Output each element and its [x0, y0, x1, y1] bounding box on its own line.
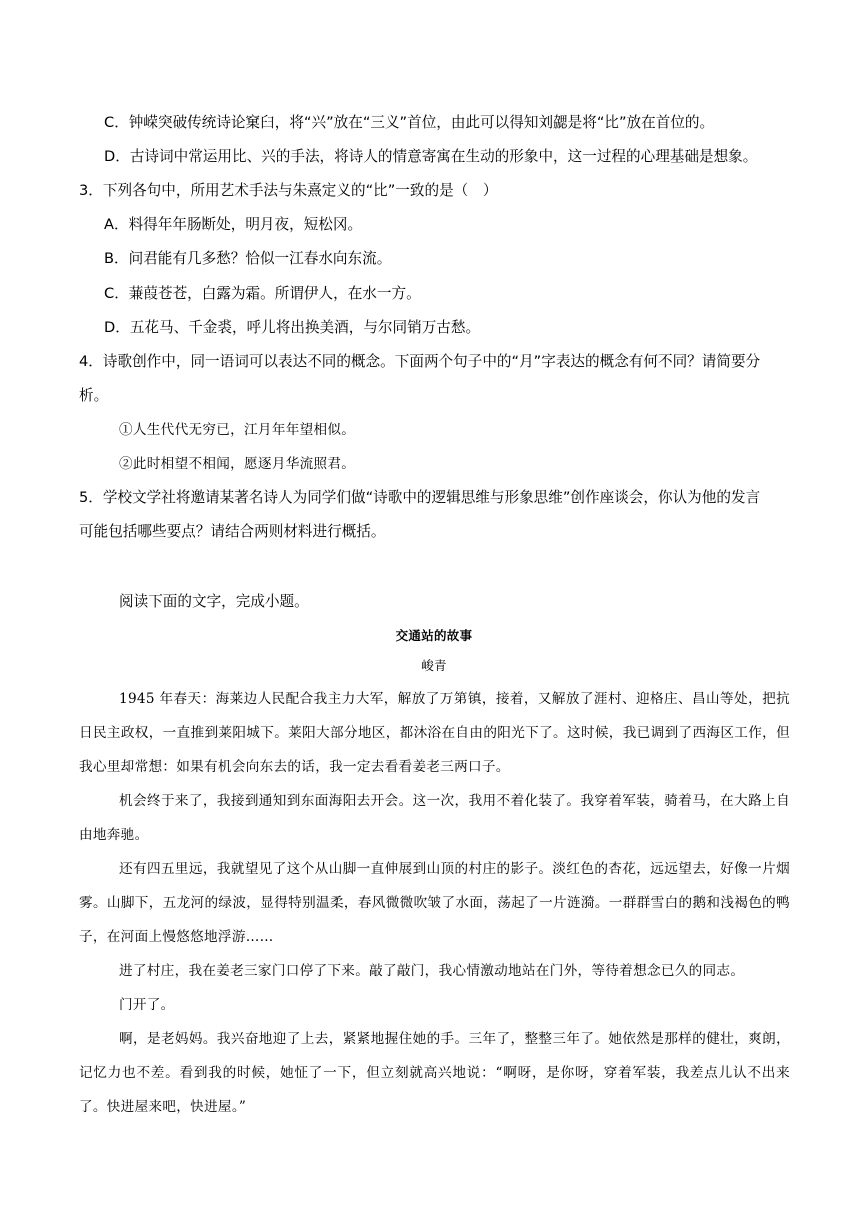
story-paragraph: 进了村庄，我在姜老三家门口停了下来。敲了敲门，我心情激动地站在门外，等待着想念已久的同志。	[119, 963, 745, 979]
q3-option-c: C．蒹葭苍苍，白露为霜。所谓伊人，在水一方。	[104, 285, 421, 302]
q2-option-c: C．钟嵘突破传统诗论窠臼，将“兴”放在“三义”首位，由此可以得知刘勰是将“比”放在首位的。	[104, 114, 715, 131]
story-paragraph: 还有四五里远，我就望见了这个从山脚一直伸展到山顶的村庄的影子。淡红色的杏花，远远望去，好像一片烟雾。山脚下，五龙河的绿波，显得特别温柔，春风微微吹皱了水面，荡起了一片涟漪。一群群雪白的鹅和浅褐色的鸭子，在河面上慢悠悠地浮游……	[79, 861, 790, 945]
q4-quote-1: ①人生代代无穷已，江月年年望相似。	[119, 422, 356, 438]
q5-stem-line2: 可能包括哪些要点？请结合两则材料进行概括。	[79, 523, 386, 540]
q5-stem-line1: 5．学校文学社将邀请某著名诗人为同学们做“诗歌中的逻辑思维与形象思维”创作座谈会，你认为他的发言	[79, 489, 761, 506]
story-author: 峻青	[421, 658, 447, 673]
story-title: 交通站的故事	[395, 628, 473, 643]
story-paragraph: 啊，是老妈妈。我兴奋地迎了上去，紧紧地握住她的手。三年了，整整三年了。她依然是那样的健壮，爽朗，记忆力也不差。看到我的时候，她怔了一下，但立刻就高兴地说：“啊呀，是你呀，穿着军装，我差点儿认不出来了。快进屋来吧，快进屋。”	[79, 1031, 790, 1115]
story-paragraph: 门开了。	[119, 997, 175, 1013]
q4-stem-line1: 4．诗歌创作中，同一语词可以表达不同的概念。下面两个句子中的“月”字表达的概念有何不同？请简要分	[79, 353, 761, 370]
q3-option-d: D．五花马、千金裘，呼儿将出换美酒，与尔同销万古愁。	[104, 319, 481, 336]
q3-option-a: A．料得年年肠断处，明月夜，短松冈。	[104, 216, 363, 233]
q3-stem: 3．下列各句中，所用艺术手法与朱熹定义的“比”一致的是（ ）	[79, 182, 498, 199]
story-paragraph: 机会终于来了，我接到通知到东面海阳去开会。这一次，我用不着化装了。我穿着军装，骑着马，在大路上自由地奔驰。	[79, 793, 790, 843]
q4-quote-2: ②此时相望不相闻，愿逐月华流照君。	[119, 456, 356, 472]
q3-option-b: B．问君能有几多愁？恰似一江春水向东流。	[104, 250, 392, 267]
story-paragraph: 1945 年春天：海莱边人民配合我主力大军，解放了万第镇，接着，又解放了涯村、迎格庄、昌山等处，把抗日民主政权，一直推到莱阳城下。莱阳大部分地区，都沐浴在自由的阳光下了。这时候，我已调到了西海区工作，但我心里却常想：如果有机会向东去的话，我一定去看看姜老三两口子。	[79, 691, 790, 775]
q4-stem-line2: 析。	[79, 387, 109, 404]
q2-option-d: D．古诗词中常运用比、兴的手法，将诗人的情意寄寓在生动的形象中，这一过程的心理基础是想象。	[104, 148, 758, 165]
reading-instruction: 阅读下面的文字，完成小题。	[119, 593, 309, 610]
